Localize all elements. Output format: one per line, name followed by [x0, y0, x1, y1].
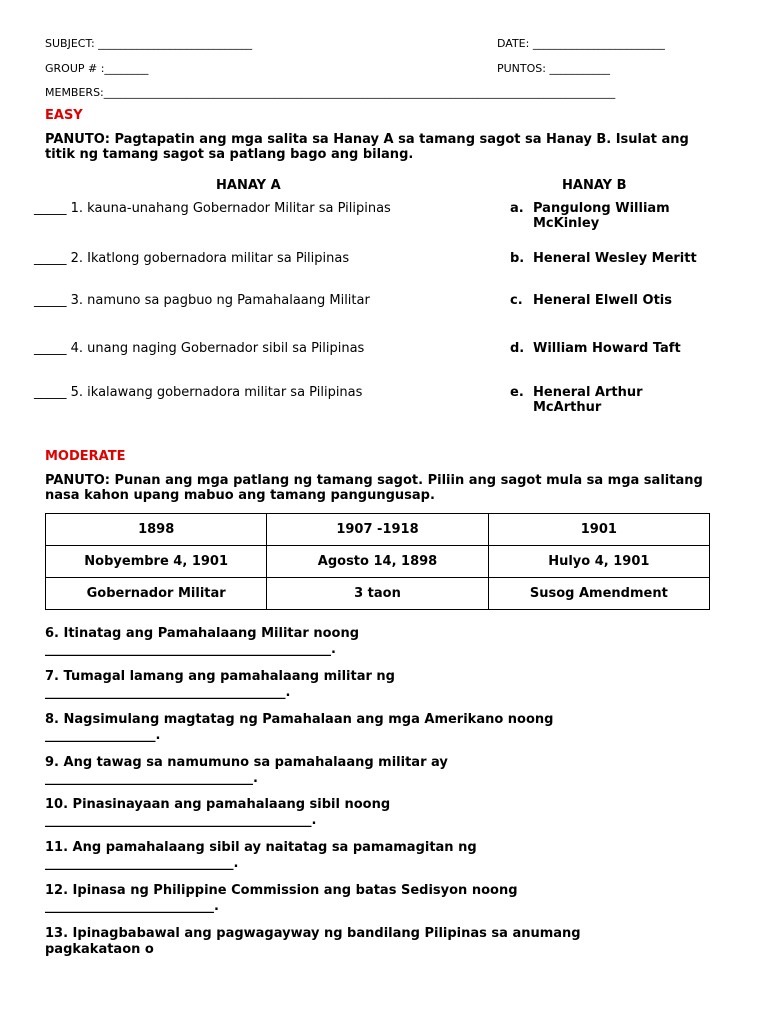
question-12 — [45, 883, 705, 915]
answer-blank: __________________________. — [45, 899, 219, 914]
word-box-cell: Agosto 14, 1898 — [267, 546, 488, 578]
word-box-cell: Gobernador Militar — [46, 578, 267, 610]
easy-instructions: PANUTO: Pagtapatin ang mga salita sa Hanay A sa tamang sagot sa Hanay B. Isulat ang titik ng tamang sagot sa patlang bago ang bilang. — [45, 132, 689, 162]
choice-letter: a. — [510, 201, 524, 216]
hanay-b-choice-b — [510, 251, 720, 283]
answer-blank: ________________________________. — [45, 771, 258, 786]
word-box-cell: 1907 -1918 — [267, 514, 488, 546]
puntos-field: PUNTOS: ___________ — [497, 62, 610, 75]
answer-blank: ____________________________________________. — [45, 642, 336, 657]
word-box-row — [46, 514, 710, 546]
hanay-a-item-4: _____ 4. unang naging Gobernador sibil sa Pilipinas — [34, 341, 365, 356]
hanay-a-item-1: _____ 1. kauna-unahang Gobernador Militar sa Pilipinas — [34, 201, 391, 216]
question-text: 10. Pinasinayaan ang pamahalaang sibil noong — [45, 797, 391, 812]
choice-letter: e. — [510, 385, 524, 400]
hanay-b-heading: HANAY B — [562, 178, 627, 193]
members-field: MEMBERS:_____________________________________________________________________________________________ — [45, 86, 616, 99]
hanay-b-choice-c — [510, 293, 720, 311]
question-text: 13. Ipinagbabawal ang pagwagayway ng bandilang Pilipinas sa anumang — [45, 926, 581, 941]
answer-blank: _____________________________________. — [45, 685, 291, 700]
hanay-b-choice-a — [510, 201, 720, 233]
hanay-a-item-3: _____ 3. namuno sa pagbuo ng Pamahalaang Militar — [34, 293, 370, 308]
date-field: DATE: ________________________ — [497, 37, 665, 50]
question-10 — [45, 797, 705, 829]
question-9 — [45, 755, 705, 787]
word-box-cell: Hulyo 4, 1901 — [488, 546, 709, 578]
choice-letter: d. — [510, 341, 525, 356]
word-box-cell: 1901 — [488, 514, 709, 546]
answer-blank: _____________________________. — [45, 856, 239, 871]
question-text: 9. Ang tawag sa namumuno sa pamahalaang militar ay — [45, 755, 448, 770]
easy-heading: EASY — [45, 108, 83, 123]
word-box-cell: 3 taon — [267, 578, 488, 610]
group-field: GROUP # :________ — [45, 62, 149, 75]
word-box-cell: 1898 — [46, 514, 267, 546]
choice-text: Pangulong William McKinley — [533, 201, 670, 231]
choice-letter: c. — [510, 293, 523, 308]
hanay-a-heading: HANAY A — [216, 178, 281, 193]
question-text: 12. Ipinasa ng Philippine Commission ang batas Sedisyon noong — [45, 883, 518, 898]
choice-text: Heneral Wesley Meritt — [533, 251, 697, 266]
question-13 — [45, 926, 705, 958]
hanay-b-choice-e — [510, 385, 720, 417]
word-box-row — [46, 578, 710, 610]
choice-text: Heneral Arthur McArthur — [533, 385, 643, 415]
answer-blank: _________________________________________. — [45, 813, 317, 828]
choice-letter: b. — [510, 251, 525, 266]
word-box-row — [46, 546, 710, 578]
question-text: 8. Nagsimulang magtatag ng Pamahalaan ang mga Amerikano noong — [45, 712, 554, 727]
word-box-table — [45, 513, 710, 610]
moderate-heading: MODERATE — [45, 449, 126, 464]
question-11 — [45, 840, 705, 872]
choice-text: Heneral Elwell Otis — [533, 293, 672, 308]
hanay-b-choice-d — [510, 341, 720, 359]
question-text: 6. Itinatag ang Pamahalaang Militar noong — [45, 626, 360, 641]
word-box-cell: Susog Amendment — [488, 578, 709, 610]
question-text: 7. Tumagal lamang ang pamahalaang militar ng — [45, 669, 395, 684]
question-7 — [45, 669, 705, 701]
moderate-instructions: PANUTO: Punan ang mga patlang ng tamang sagot. Piliin ang sagot mula sa mga salitang nasa kahon upang mabuo ang tamang pangungusap. — [45, 473, 703, 503]
question-8 — [45, 712, 705, 744]
answer-blank: _________________. — [45, 728, 161, 743]
hanay-a-item-5: _____ 5. ikalawang gobernadora militar sa Pilipinas — [34, 385, 363, 400]
word-box-cell: Nobyembre 4, 1901 — [46, 546, 267, 578]
choice-text: William Howard Taft — [533, 341, 681, 356]
question-6 — [45, 626, 705, 658]
subject-field: SUBJECT: ____________________________ — [45, 37, 253, 50]
question-text-continued: pagkakataon o — [45, 942, 154, 957]
question-text: 11. Ang pamahalaang sibil ay naitatag sa pamamagitan ng — [45, 840, 477, 855]
hanay-a-item-2: _____ 2. Ikatlong gobernadora militar sa Pilipinas — [34, 251, 350, 266]
